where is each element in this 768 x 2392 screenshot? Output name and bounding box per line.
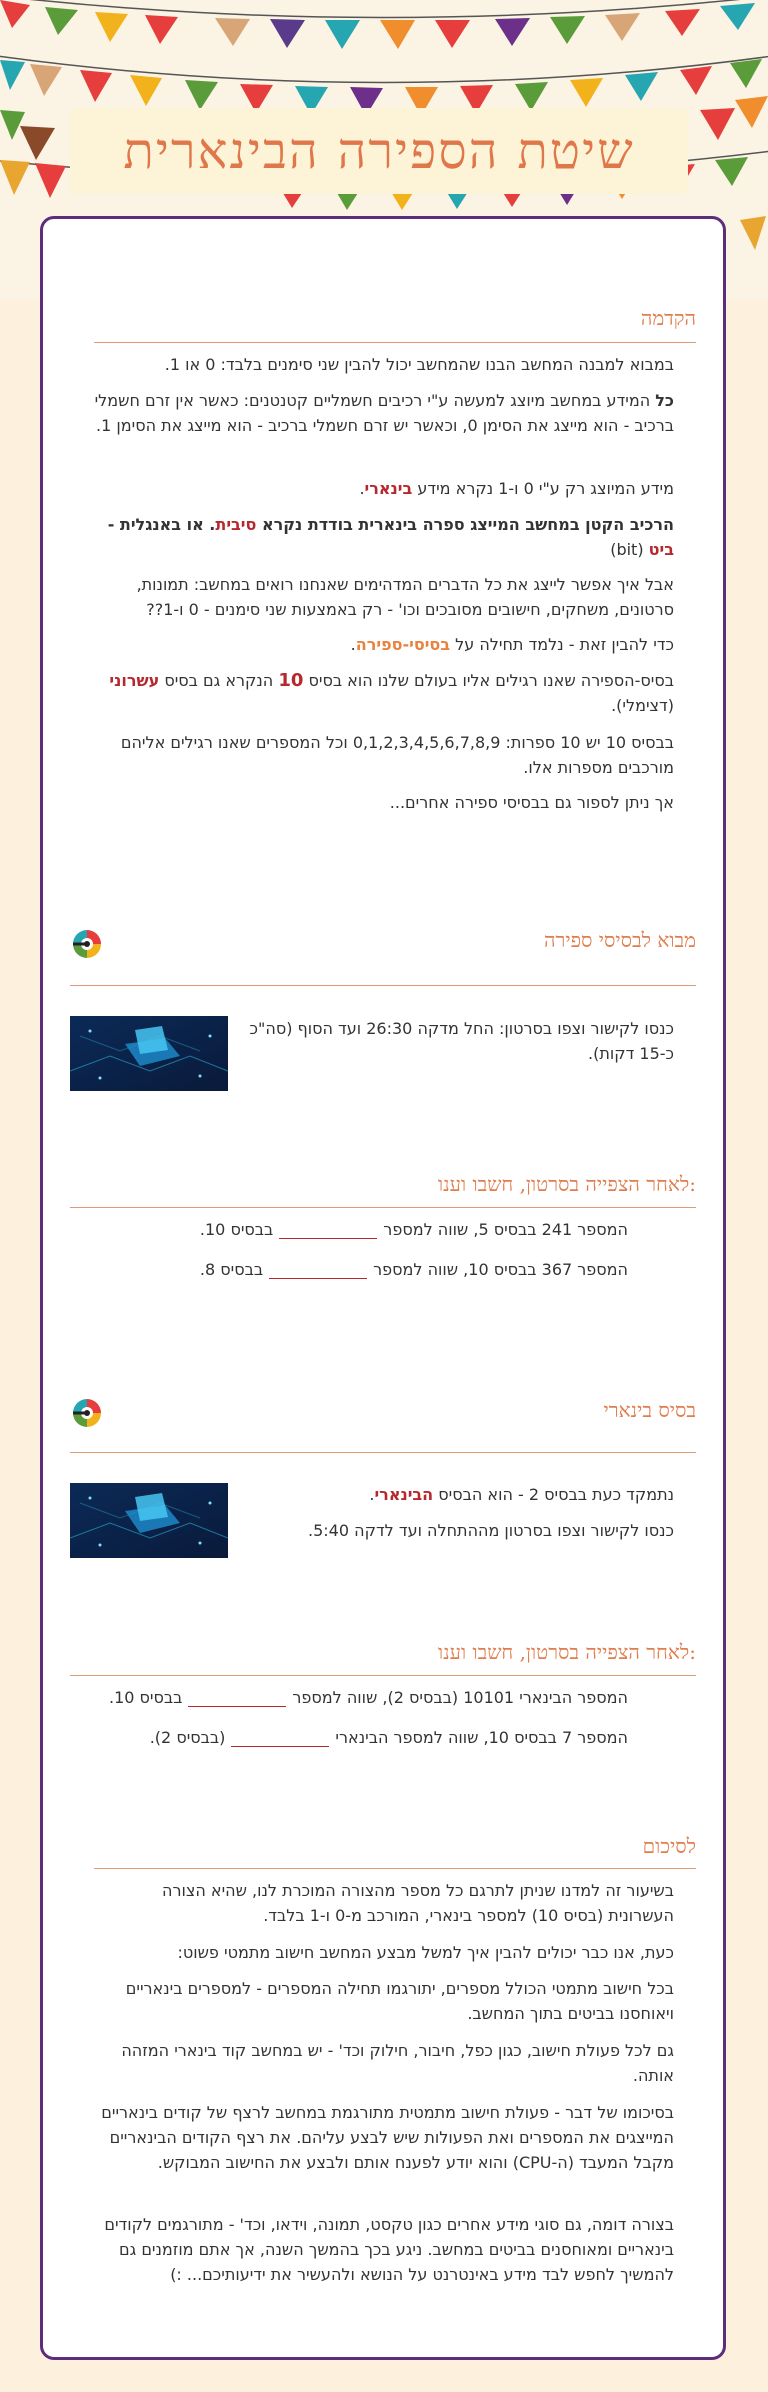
intro-p4-mid: . או באנגלית - xyxy=(107,515,216,534)
bases-heading: מבוא לבסיסי ספירה xyxy=(544,928,696,952)
intro-p3-pre: מידע המיוצג רק ע"י 0 ו-1 נקרא מידע xyxy=(412,479,674,498)
q4-suffix: (בבסיס 2). xyxy=(149,1728,226,1747)
colorwheel-icon xyxy=(72,1398,102,1428)
summary-paragraph-1: בשיעור זה למדנו שניתן לתרגם כל מספר מהצורה המוכרת לנו, שהיא הצורה העשרונית (בסיס 10) למספר בינארי, המורכב מ-0 ו-1 בלבד. xyxy=(162,1881,674,1925)
question3-row xyxy=(68,1688,628,1707)
intro-paragraph-5: אבל איך אפשר לייצג את כל הדברים המדהימים שאנחנו רואים במחשב: תמונות, סרטונים, משחקים, חישובים מסובכים וכו' - רק באמצעות שני סימנים - 0 ו-1?? xyxy=(136,575,674,619)
page-title: שיטת הספירה הבינארית xyxy=(123,122,635,180)
intro-paragraph-9: אך ניתן לספור גם בבסיסי ספירה אחרים... xyxy=(389,793,674,812)
colorwheel-icon xyxy=(72,929,102,959)
questions2-heading: לאחר הצפייה בסרטון, חשבו וענו: xyxy=(438,1640,696,1664)
q1-suffix: בבסיס 10. xyxy=(199,1220,274,1239)
summary-paragraph-2: כעת, אנו כבר יכולים להבין איך למשל מבצע המחשב חישוב מתמטי פשוט: xyxy=(177,1943,674,1962)
intro-p3-post: . xyxy=(359,479,365,498)
intro-paragraph-6 xyxy=(94,632,674,657)
bases-video-text: כנסו לקישור וצפו בסרטון: החל מדקה 26:30 ועד הסוף (סה"כ כ-15 דקות). xyxy=(249,1019,674,1063)
summary-paragraph-3: בכל חישוב מתמטי הכולל מספרים, יתורגמו תחילה המספרים - למספרים בינאריים ויאוחסנו בביטים בתוך המחשב. xyxy=(125,1979,674,2023)
question1-row xyxy=(68,1220,628,1239)
questions1-divider xyxy=(70,1207,696,1208)
q1-prefix: המספר 241 בבסיס 5, שווה למספר xyxy=(383,1220,628,1239)
intro-p2-bold: כל xyxy=(655,391,674,410)
binary-base-term: הבינארי xyxy=(374,1485,434,1504)
intro-paragraph-4 xyxy=(94,512,674,562)
bases-divider xyxy=(70,985,696,986)
intro-p7-mid: הנקרא גם בסיס xyxy=(159,671,279,690)
bit-term-hebrew: סיבית xyxy=(215,515,257,534)
video-thumbnail-2[interactable] xyxy=(70,1483,228,1558)
q3-prefix: המספר הבינארי 10101 (בבסיס 2), שווה למספר xyxy=(292,1688,628,1707)
intro-p6-pre: כדי להבין זאת - נלמד תחילה על xyxy=(450,635,674,654)
intro-p2-rest: המידע במחשב מיוצג למעשה ע"י רכיבים חשמליים קטנטנים: כאשר אין זרם חשמלי ברכיב - הוא מייצג את הסימן 0, וכאשר יש זרם חשמלי ברכיב - הוא מייצג את הסימן 1. xyxy=(94,391,674,435)
intro-p6-post: . xyxy=(350,635,356,654)
intro-paragraph-2 xyxy=(94,388,674,438)
binary-divider xyxy=(70,1452,696,1453)
intro-p4-pre: הרכיב הקטן במחשב המייצג ספרה בינארית בודדת נקרא xyxy=(256,515,674,534)
intro-p7-post: (דצימלי). xyxy=(611,696,674,715)
answer-blank-1[interactable] xyxy=(279,1222,377,1239)
q2-suffix: בבסיס 8. xyxy=(199,1260,264,1279)
summary-paragraph-4: גם לכל פעולת חישוב, כגון כפל, חיבור, חילוק וכד' - יש במחשב קוד בינארי המזהה אותה. xyxy=(121,2041,674,2085)
question2-row xyxy=(68,1260,628,1279)
intro-divider xyxy=(94,342,696,343)
summary-paragraph-6: בצורה דומה, גם סוגי מידע אחרים כגון טקסט, תמונה, וידאו, וכד' - מתורגמים לקודים בינאריים ומאוחסנים בביטים במחשב. ניגע בכך בהמשך השנה, אך אתם מוזמנים גם להמשיך לחפש לבד מידע באינטרנט על הנושא ולהעשיר את ידיעותיכם... :) xyxy=(104,2215,674,2284)
summary-heading: לסיכום xyxy=(642,1834,696,1858)
answer-blank-3[interactable] xyxy=(188,1690,286,1707)
q2-prefix: המספר 367 בבסיס 10, שווה למספר xyxy=(373,1260,628,1279)
questions1-heading: לאחר הצפייה בסרטון, חשבו וענו: xyxy=(438,1172,696,1196)
answer-blank-2[interactable] xyxy=(269,1262,367,1279)
intro-p7-pre: בסיס-הספירה שאנו רגילים אליו בעולם שלנו הוא בסיס xyxy=(303,671,674,690)
summary-paragraph-5: בסיכומו של דבר - פעולת חישוב מתמטית מתורגמת במחשב לרצף של קודים בינאריים המייצגים את המספרים ואת הפעולות שיש לבצע עליהם. את רצף הקודים הבינאריים מקבל המעבד (ה-CPU) והוא יודע לפענח אותם ולבצע את החישוב המבוקש. xyxy=(101,2103,674,2172)
q3-suffix: בבסיס 10. xyxy=(108,1688,183,1707)
bit-term-translit: ביט xyxy=(648,540,674,559)
intro-paragraph-8: בבסיס 10 יש 10 ספרות: 0,1,2,3,4,5,6,7,8,9 וכל המספרים שאנו רגילים אליהם מורכבים מספרות אלו. xyxy=(120,733,674,777)
intro-paragraph-3 xyxy=(94,476,674,501)
binary-line-1 xyxy=(234,1482,674,1507)
question4-row xyxy=(68,1728,628,1747)
base-ten-number: 10 xyxy=(278,670,304,691)
q4-prefix: המספר 7 בבסיס 10, שווה למספר הבינארי xyxy=(335,1728,628,1747)
summary-divider xyxy=(94,1868,696,1869)
binary-term: בינארי xyxy=(364,479,413,498)
questions2-divider xyxy=(70,1675,696,1676)
video-thumbnail-1[interactable] xyxy=(70,1016,228,1091)
answer-blank-4[interactable] xyxy=(231,1730,329,1747)
binary-line-2: כנסו לקישור וצפו בסרטון מההתחלה ועד לדקה 5:40. xyxy=(308,1521,674,1540)
binary-line1-pre: נתמקד כעת בבסיס 2 - הוא הבסיס xyxy=(433,1485,674,1504)
binary-line1-post: . xyxy=(369,1485,375,1504)
bases-term: בסיסי-ספירה xyxy=(355,635,451,654)
intro-paragraph-1: במבוא למבנה המחשב הבנו שהמחשב יכול להבין שני סימנים בלבד: 0 או 1. xyxy=(164,355,674,374)
binary-heading: בסיס בינארי xyxy=(603,1398,696,1422)
decimal-term: עשרוני xyxy=(109,671,160,690)
intro-paragraph-7 xyxy=(94,668,674,718)
intro-heading: הקדמה xyxy=(640,306,696,330)
intro-p4-post: (bit) xyxy=(610,540,649,559)
